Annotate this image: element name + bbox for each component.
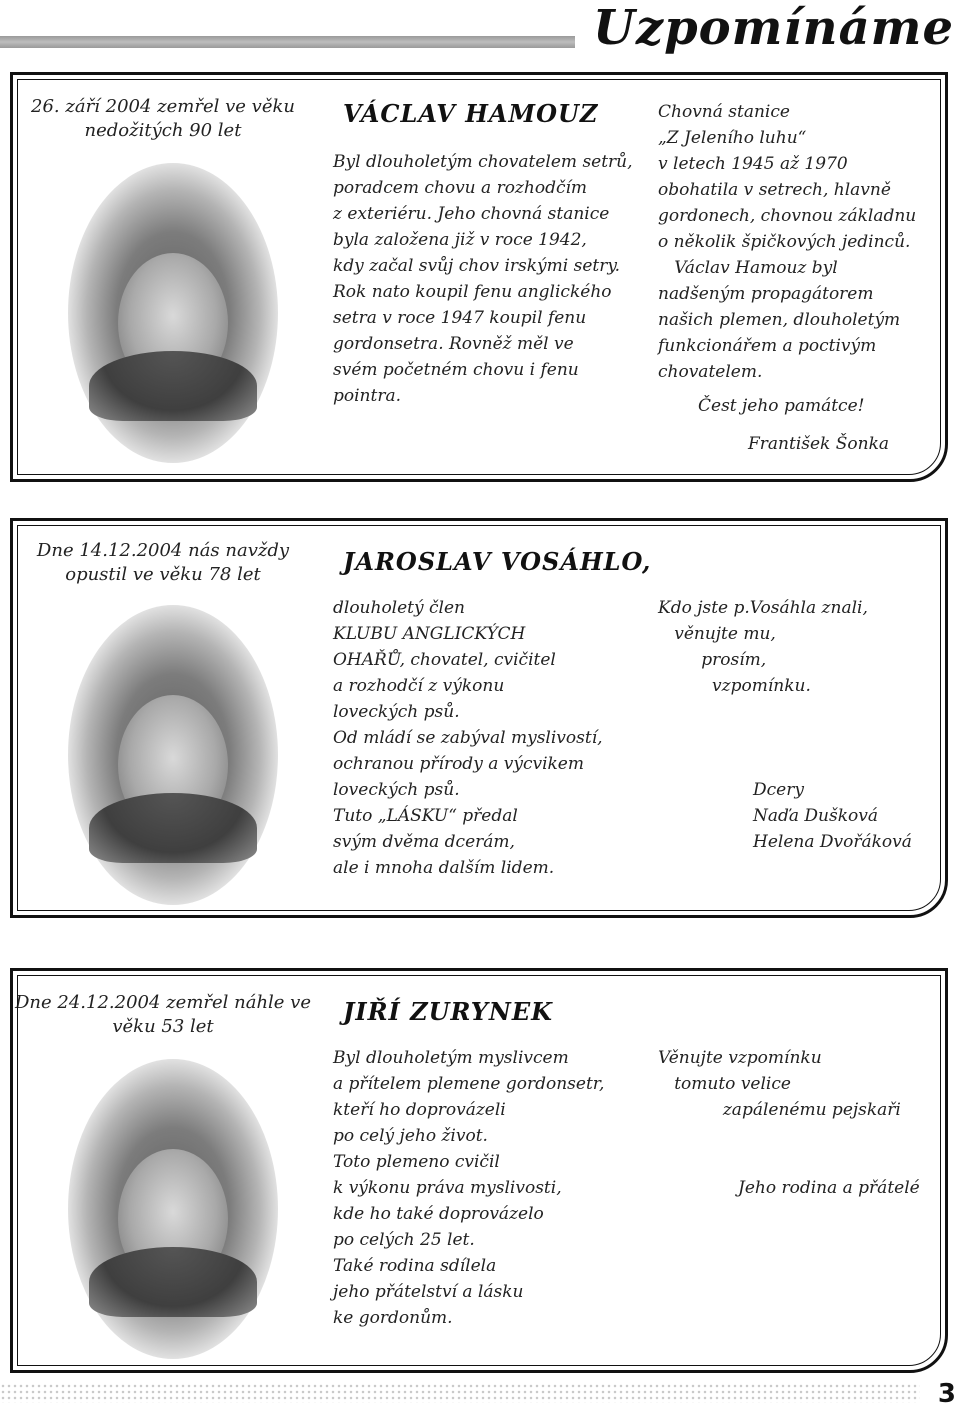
memorial-name: JIŘÍ ZURYNEK	[343, 997, 553, 1026]
memorial-closing: Čest jeho památce!	[698, 396, 865, 416]
portrait-shoulders	[89, 1247, 257, 1317]
memorial-right-text: Věnujte vzpomínku tomuto velice zapálenému pejskaři	[658, 1048, 901, 1120]
memorial-signature: Jeho rodina a přátelé	[738, 1178, 920, 1198]
page-title: Uzpomínáme	[592, 0, 954, 56]
memorial-body: Byl dlouholetým chovatelem setrů, poradcem chovu a rozhodčím z exteriéru. Jeho chovná stanice byla založena již v roce 1942, kdy začal svůj chov irskými setry. Rok nato koupil fenu anglického setra v roce 1947 koupil fenu gordonsetra. Rovněž měl ve svém početném chovu i fenu pointra.	[333, 152, 633, 406]
memorial-name: VÁCLAV HAMOUZ	[343, 99, 599, 128]
memorial-card-zurynek	[10, 968, 948, 1373]
memorial-name: JAROSLAV VOSÁHLO,	[343, 547, 652, 576]
memorial-date: Dne 24.12.2004 zemřel náhle ve věku 53 let	[15, 992, 311, 1037]
memorial-body: Byl dlouholetým myslivcem a přítelem plemene gordonsetr, kteří ho doprovázeli po celý jeho život. Toto plemeno cvičil k výkonu práva myslivosti, kde ho také doprovázelo po celých 25 let. Také rodina sdílela jeho přátelství a lásku ke gordonům.	[333, 1048, 605, 1328]
memorial-body: dlouholetý člen KLUBU ANGLICKÝCH OHAŘŮ, chovatel, cvičitel a rozhodčí z výkonu loveckých psů. Od mládí se zabýval myslivostí, ochranou přírody a výcvikem loveckých psů. Tuto „LÁSKU“ předal svým dvěma dcerám, ale i mnoha dalším lidem.	[333, 598, 603, 878]
memorial-date: Dne 14.12.2004 nás navždy opustil ve věku 78 let	[36, 540, 290, 585]
memorial-right-text: Kdo jste p.Vosáhla znali, věnujte mu, prosím, vzpomínku.	[658, 598, 868, 696]
memorial-right-text: Chovná stanice „Z Jeleního luhu“ v letech 1945 až 1970 obohatila v setrech, hlavně gordonech, chovnou základnu o několik špičkových jedinců. Václav Hamouz byl nadšeným propagátorem našich plemen, dlouholetým funkcionářem a poctivým chovatelem.	[658, 102, 917, 382]
portrait-shoulders	[89, 351, 257, 421]
memorial-card-vosahlo	[10, 518, 948, 918]
memorial-date: 26. září 2004 zemřel ve věku nedožitých 90 let	[31, 96, 295, 141]
header-rule	[0, 36, 575, 48]
footer-dot-pattern	[0, 1383, 920, 1403]
portrait-photo	[68, 1059, 278, 1359]
memorial-card-hamouz	[10, 72, 948, 482]
portrait-shoulders	[89, 793, 257, 863]
memorial-signature: Dcery Naďa Dušková Helena Dvořáková	[753, 780, 912, 852]
page-number: 3	[937, 1379, 956, 1409]
memorial-signature: František Šonka	[748, 434, 890, 454]
portrait-photo	[68, 605, 278, 905]
portrait-photo	[68, 163, 278, 463]
